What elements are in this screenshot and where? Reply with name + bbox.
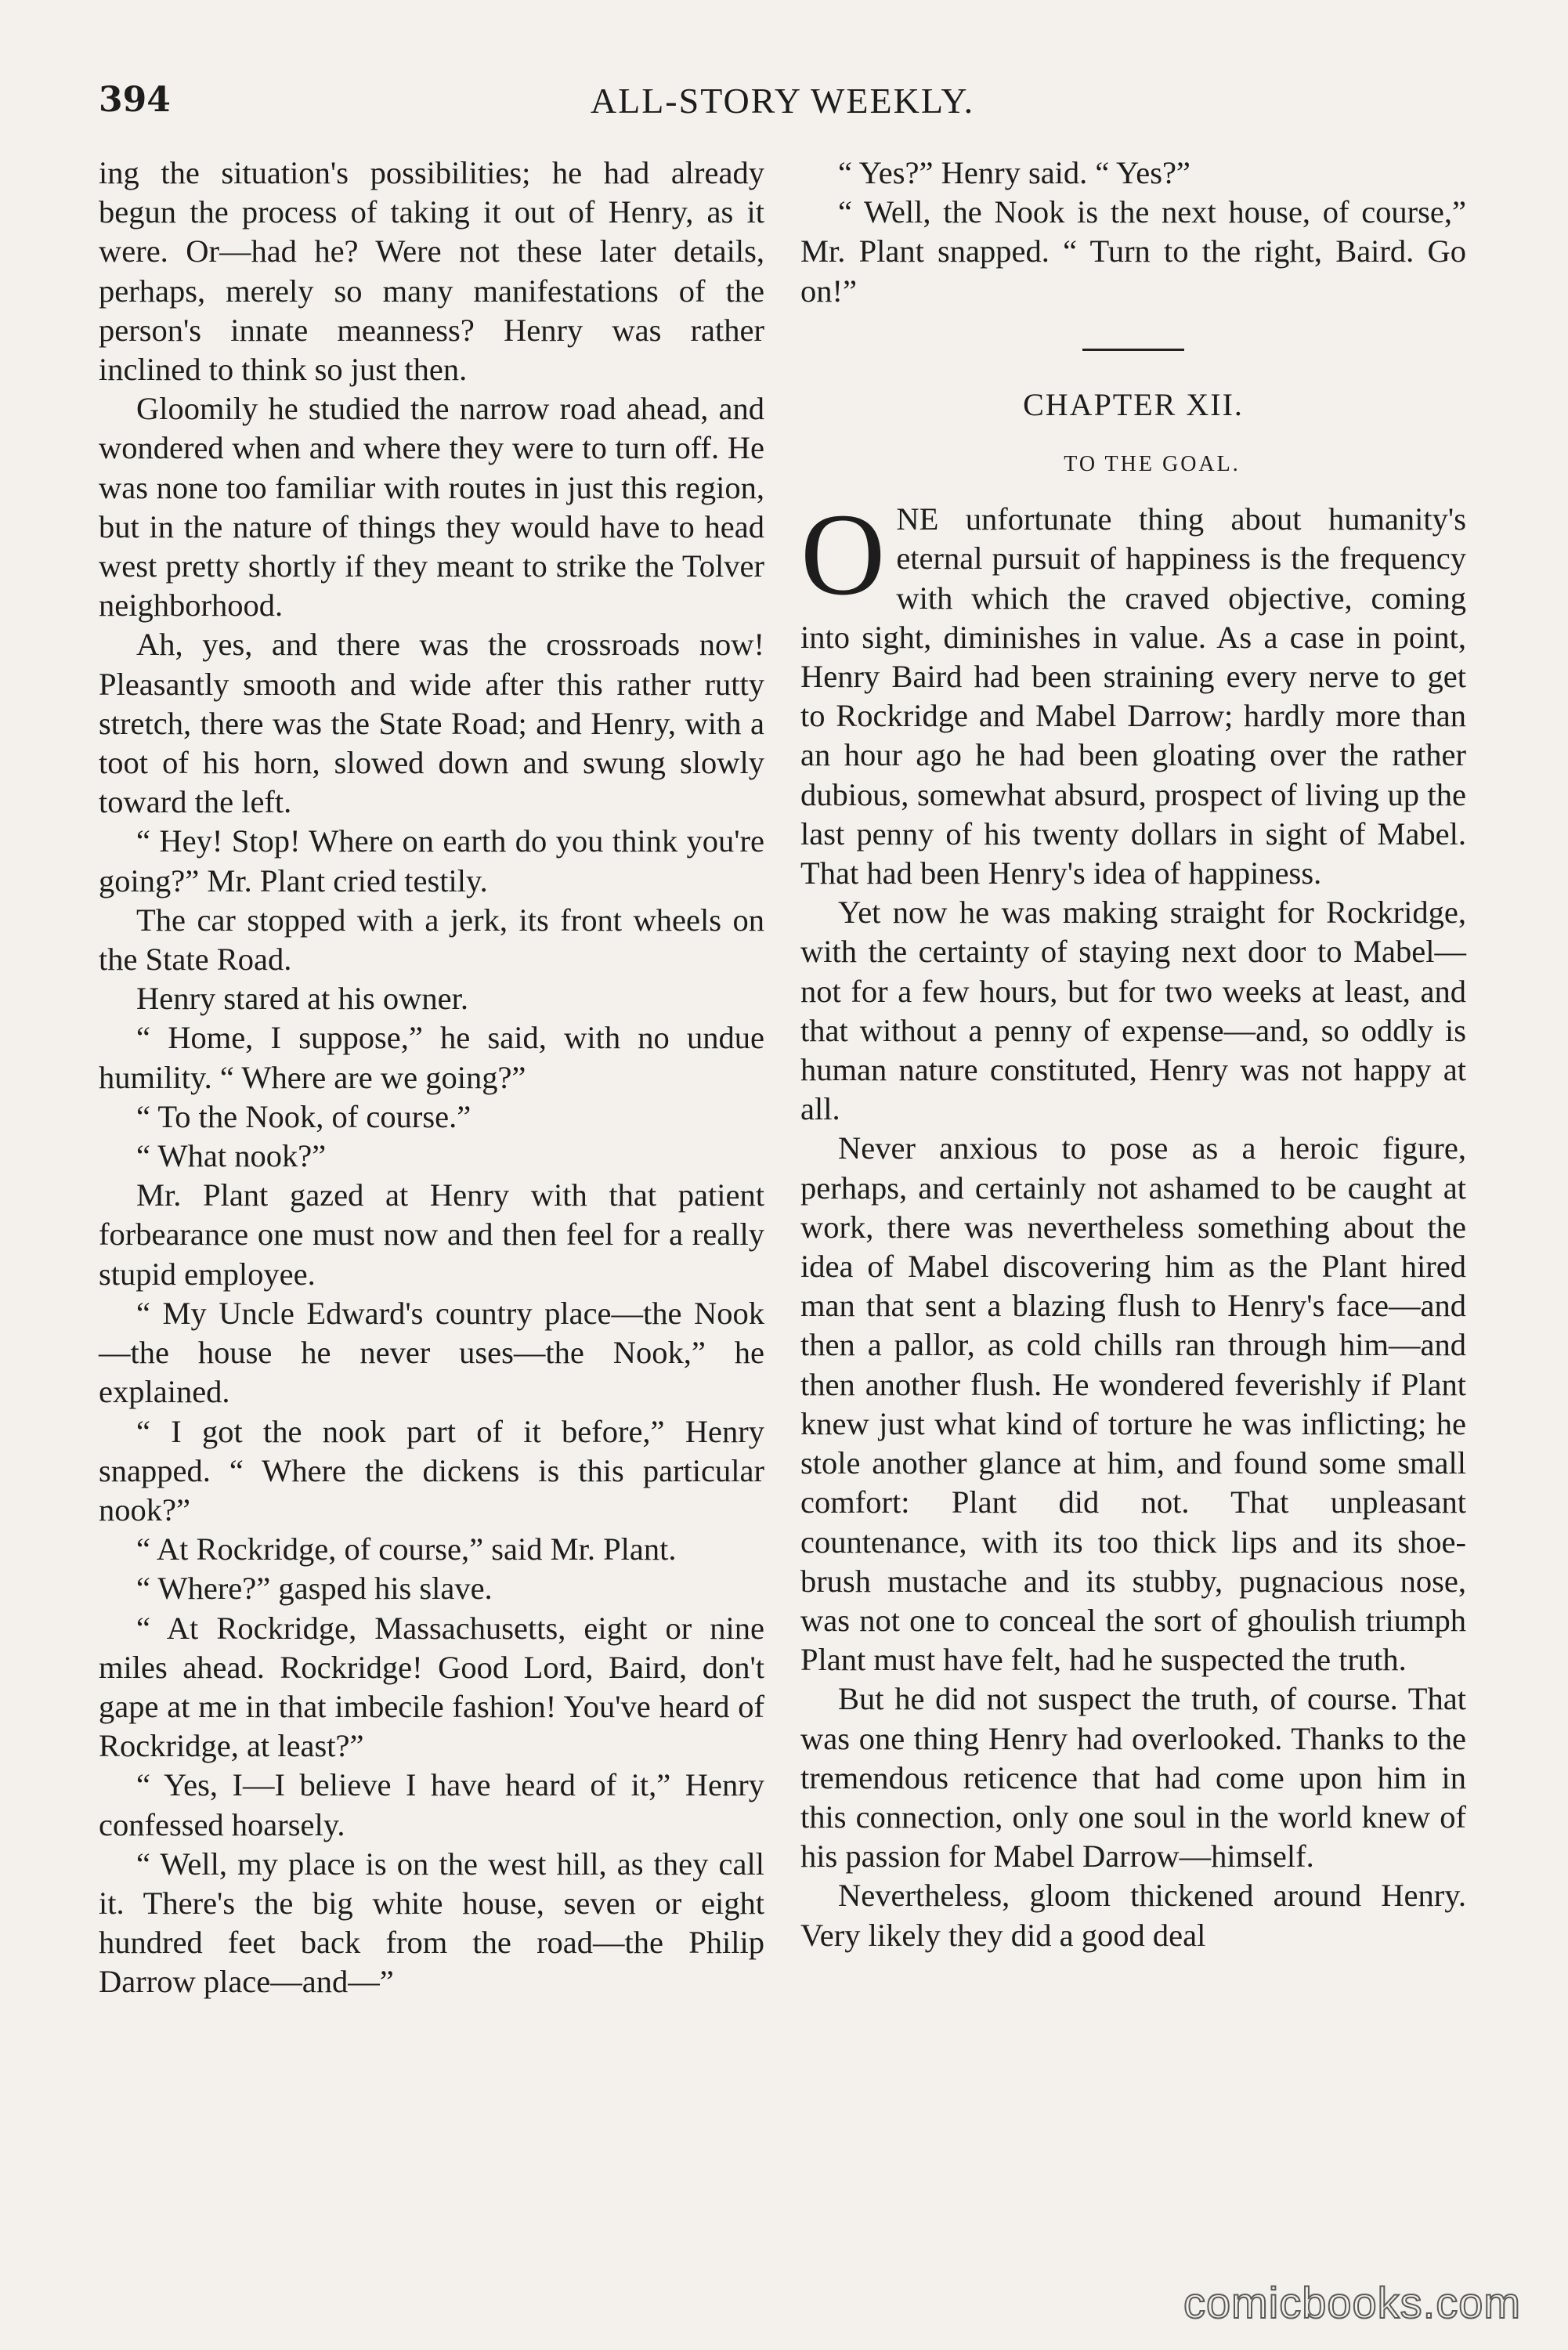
paragraph: “ I got the nook part of it before,” Henry snapped. “ Where the dickens is this particular nook?” [99, 1413, 764, 1528]
paragraph: “ What nook?” [136, 1138, 327, 1174]
paragraph: “ Well, my place is on the west hill, as they call it. There's the big white house, seven or eight hundred feet back from the road—the Philip Darrow place—and—” [99, 1846, 764, 2000]
paragraph: “ My Uncle Edward's country place—the Nook—the house he never uses—the Nook,” he explained. [99, 1295, 764, 1410]
paragraph: But he did not suspect the truth, of course. That was one thing Henry had overlooked. Thanks to the tremendous reticence that had come upon him in this connection, only one soul in the world knew of his passion for Mabel Darrow—himself. [800, 1681, 1466, 1875]
paragraph: ing the situation's possibilities; he had already begun the process of taking it out of Henry, as it were. Or—had he? Were not these later details, perhaps, merely so many manifestations of the person's innate meanness? Henry was rather inclined to think so just then. [99, 155, 764, 388]
paragraph: Mr. Plant gazed at Henry with that patient forbearance one must now and then feel for a really stupid employee. [99, 1177, 764, 1292]
drop-cap: O [800, 490, 886, 620]
paragraph: “ To the Nook, of course.” [136, 1098, 471, 1134]
paragraph: Gloomily he studied the narrow road ahead, and wondered when and where they were to turn off. He was none too familiar with routes in just this region, but in the nature of things they would have to head west pretty shortly if they meant to strike the Tolver neighborhood. [99, 391, 764, 624]
paragraph: The car stopped with a jerk, its front wheels on the State Road. [99, 902, 764, 978]
paragraph: “ At Rockridge, of course,” said Mr. Plant. [136, 1531, 677, 1567]
chapter-title: CHAPTER XII. [1023, 386, 1244, 422]
page-header [99, 80, 1466, 127]
paragraph: “ Yes?” Henry said. “ Yes?” [838, 155, 1190, 190]
paragraph: “ Home, I suppose,” he said, with no undue humility. “ Where are we going?” [99, 1020, 764, 1095]
running-head: ALL-STORY WEEKLY. [590, 81, 975, 121]
right-column [800, 154, 1466, 1955]
paragraph: “ Yes, I—I believe I have heard of it,” Henry confessed hoarsely. [99, 1767, 764, 1842]
paragraph: Nevertheless, gloom thickened around Henry. Very likely they did a good deal [800, 1878, 1466, 1953]
page-number: 394 [99, 80, 171, 120]
paragraph: Ah, yes, and there was the crossroads now! Pleasantly smooth and wide after this rather rutty stretch, there was the State Road; and Henry, with a toot of his horn, slowed down and swung slowly toward the left. [99, 627, 764, 820]
paragraph: “ At Rockridge, Massachusetts, eight or nine miles ahead. Rockridge! Good Lord, Baird, don't gape at me in that imbecile fashion! You've heard of Rockridge, at least?” [99, 1610, 764, 1764]
paragraph: Henry stared at his owner. [136, 981, 469, 1017]
paragraph: “ Where?” gasped his slave. [136, 1571, 493, 1607]
first-paragraph-text: NE unfortunate thing about humanity's eternal pursuit of happiness is the frequency with which the craved objective, coming into sight, diminishes in value. As a case in point, Henry Baird had been straining every nerve to get to Rockridge and Mabel Darrow; hardly more than an hour ago he had been gloating over the rather dubious, somewhat absurd, prospect of living up the last penny of his twenty dollars in sight of Mabel. That had been Henry's idea of happiness. [800, 501, 1466, 891]
chapter-subtitle: TO THE GOAL. [1064, 452, 1241, 477]
watermark: comicbooks.com [1183, 2278, 1521, 2327]
paragraph: “ Hey! Stop! Where on earth do you think you're going?” Mr. Plant cried testily. [99, 823, 764, 898]
section-divider [1082, 349, 1184, 351]
paragraph: Never anxious to pose as a heroic figure, perhaps, and certainly not ashamed to be caught at work, there was nevertheless something about the idea of Mabel discovering him as the Plant hired man that sent a blazing flush to Henry's face—and then a pallor, as cold chills ran through him—and then another flush. He wondered feverishly if Plant knew just what kind of torture he was inflicting; he stole another glance at him, and found some small comfort: Plant did not. That unpleasant countenance, with its too thick lips and its shoe-brush mustache and its stubby, pugnacious nose, was not one to conceal the sort of ghoulish triumph Plant must have felt, had he suspected the truth. [800, 1130, 1466, 1678]
paragraph: Yet now he was making straight for Rockridge, with the certainty of staying next door to Mabel—not for a few hours, but for two weeks at least, and that without a penny of expense—and, so oddly is human nature constituted, Henry was not happy at all. [800, 895, 1466, 1127]
left-column [99, 154, 764, 2002]
chapter-first-paragraph [800, 490, 1466, 893]
paragraph: “ Well, the Nook is the next house, of course,” Mr. Plant snapped. “ Turn to the right, Baird. Go on!” [800, 194, 1466, 309]
